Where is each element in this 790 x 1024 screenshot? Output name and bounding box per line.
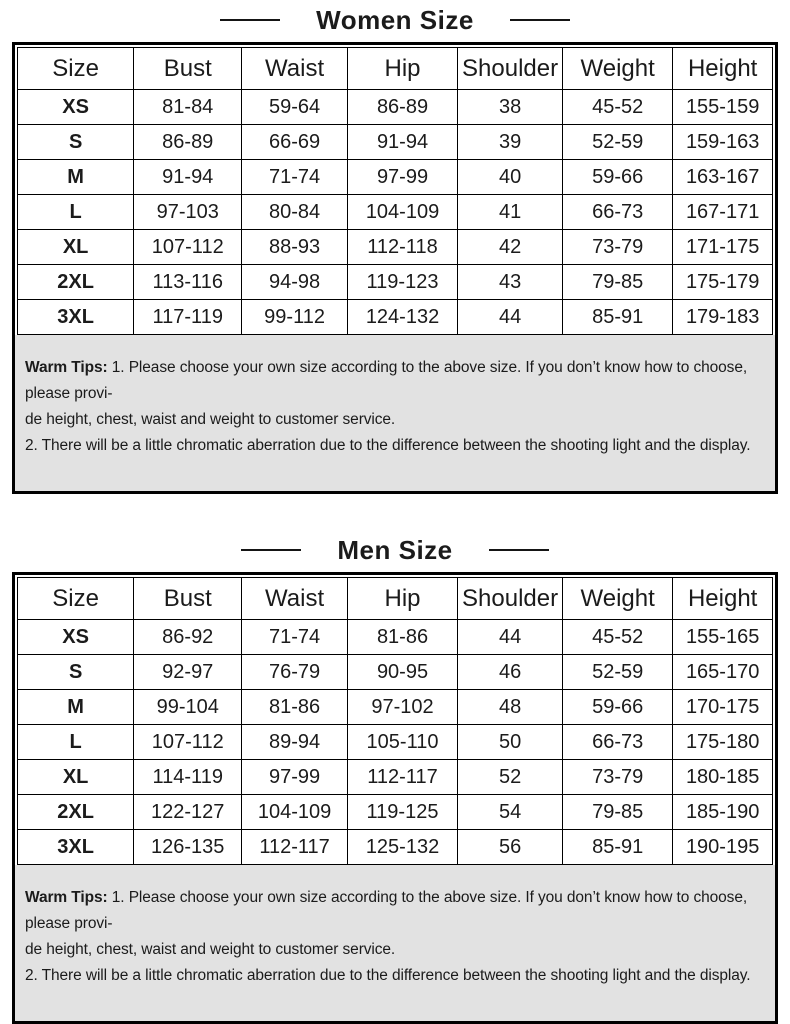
size-value-cell: 86-92 bbox=[134, 620, 242, 655]
size-value-cell: 113-116 bbox=[134, 265, 242, 300]
warm-tips-line-1 bbox=[25, 885, 761, 937]
size-value-cell: 159-163 bbox=[673, 125, 773, 160]
size-value-cell: 66-73 bbox=[563, 725, 673, 760]
table-row bbox=[18, 90, 773, 125]
table-row bbox=[18, 230, 773, 265]
column-header-bust: Bust bbox=[134, 48, 242, 90]
size-value-cell: 163-167 bbox=[673, 160, 773, 195]
size-value-cell: 97-103 bbox=[134, 195, 242, 230]
size-value-cell: 119-125 bbox=[347, 795, 457, 830]
size-value-cell: 40 bbox=[458, 160, 563, 195]
column-header-waist: Waist bbox=[242, 578, 348, 620]
size-value-cell: 97-99 bbox=[242, 760, 348, 795]
size-value-cell: 175-179 bbox=[673, 265, 773, 300]
table-row bbox=[18, 125, 773, 160]
table-row bbox=[18, 795, 773, 830]
size-value-cell: 66-73 bbox=[563, 195, 673, 230]
size-value-cell: 52-59 bbox=[563, 655, 673, 690]
column-header-shoulder: Shoulder bbox=[458, 578, 563, 620]
size-label-cell: 2XL bbox=[18, 795, 134, 830]
size-value-cell: 155-165 bbox=[673, 620, 773, 655]
size-value-cell: 44 bbox=[458, 620, 563, 655]
size-label-cell: L bbox=[18, 725, 134, 760]
title-rule-left bbox=[220, 19, 280, 21]
size-label-cell: M bbox=[18, 690, 134, 725]
warm-tips-line-2: de height, chest, waist and weight to customer service. bbox=[25, 411, 396, 428]
size-value-cell: 43 bbox=[458, 265, 563, 300]
size-value-cell: 85-91 bbox=[563, 300, 673, 335]
warm-tips-text: 1. Please choose your own size according to the above size. If you don’t know how to choose, please provi- bbox=[25, 889, 748, 932]
size-label-cell: L bbox=[18, 195, 134, 230]
table-row bbox=[18, 300, 773, 335]
men-size-box bbox=[12, 572, 778, 1024]
size-value-cell: 59-64 bbox=[242, 90, 348, 125]
table-row bbox=[18, 265, 773, 300]
warm-tips-text: 1. Please choose your own size according to the above size. If you don’t know how to choose, please provi- bbox=[25, 359, 748, 402]
size-label-cell: 3XL bbox=[18, 300, 134, 335]
size-value-cell: 99-104 bbox=[134, 690, 242, 725]
size-value-cell: 86-89 bbox=[347, 90, 457, 125]
size-value-cell: 179-183 bbox=[673, 300, 773, 335]
size-label-cell: S bbox=[18, 125, 134, 160]
size-value-cell: 44 bbox=[458, 300, 563, 335]
size-value-cell: 155-159 bbox=[673, 90, 773, 125]
size-value-cell: 99-112 bbox=[242, 300, 348, 335]
size-value-cell: 185-190 bbox=[673, 795, 773, 830]
men-size-table bbox=[17, 577, 773, 865]
size-value-cell: 59-66 bbox=[563, 160, 673, 195]
title-rule-left bbox=[241, 549, 301, 551]
women-size-section bbox=[0, 2, 790, 494]
size-value-cell: 86-89 bbox=[134, 125, 242, 160]
size-value-cell: 46 bbox=[458, 655, 563, 690]
size-label-cell: M bbox=[18, 160, 134, 195]
men-size-title-row bbox=[0, 532, 790, 568]
size-value-cell: 52 bbox=[458, 760, 563, 795]
warm-tips bbox=[15, 335, 775, 491]
size-value-cell: 114-119 bbox=[134, 760, 242, 795]
size-value-cell: 97-99 bbox=[347, 160, 457, 195]
women-size-title-row bbox=[0, 2, 790, 38]
warm-tips-line-3: 2. There will be a little chromatic aberration due to the difference between the shooting light and the display. bbox=[25, 437, 751, 454]
size-value-cell: 91-94 bbox=[134, 160, 242, 195]
size-value-cell: 117-119 bbox=[134, 300, 242, 335]
size-value-cell: 190-195 bbox=[673, 830, 773, 865]
women-size-title: Women Size bbox=[316, 4, 474, 35]
men-size-section bbox=[0, 532, 790, 1024]
table-row bbox=[18, 830, 773, 865]
size-value-cell: 45-52 bbox=[563, 90, 673, 125]
size-value-cell: 38 bbox=[458, 90, 563, 125]
size-value-cell: 119-123 bbox=[347, 265, 457, 300]
size-label-cell: 2XL bbox=[18, 265, 134, 300]
size-value-cell: 71-74 bbox=[242, 620, 348, 655]
size-value-cell: 105-110 bbox=[347, 725, 457, 760]
size-label-cell: XS bbox=[18, 620, 134, 655]
size-value-cell: 66-69 bbox=[242, 125, 348, 160]
column-header-bust: Bust bbox=[134, 578, 242, 620]
size-value-cell: 91-94 bbox=[347, 125, 457, 160]
column-header-shoulder: Shoulder bbox=[458, 48, 563, 90]
size-value-cell: 90-95 bbox=[347, 655, 457, 690]
size-value-cell: 41 bbox=[458, 195, 563, 230]
title-rule-right bbox=[510, 19, 570, 21]
table-row bbox=[18, 195, 773, 230]
size-value-cell: 171-175 bbox=[673, 230, 773, 265]
size-value-cell: 71-74 bbox=[242, 160, 348, 195]
column-header-size: Size bbox=[18, 48, 134, 90]
table-row bbox=[18, 760, 773, 795]
table-row bbox=[18, 690, 773, 725]
size-value-cell: 56 bbox=[458, 830, 563, 865]
size-value-cell: 124-132 bbox=[347, 300, 457, 335]
size-value-cell: 107-112 bbox=[134, 725, 242, 760]
size-value-cell: 112-117 bbox=[347, 760, 457, 795]
table-header-row bbox=[18, 48, 773, 90]
size-label-cell: XL bbox=[18, 760, 134, 795]
size-value-cell: 180-185 bbox=[673, 760, 773, 795]
size-value-cell: 122-127 bbox=[134, 795, 242, 830]
size-value-cell: 89-94 bbox=[242, 725, 348, 760]
women-size-box bbox=[12, 42, 778, 494]
size-value-cell: 50 bbox=[458, 725, 563, 760]
size-value-cell: 92-97 bbox=[134, 655, 242, 690]
size-value-cell: 112-118 bbox=[347, 230, 457, 265]
size-value-cell: 79-85 bbox=[563, 795, 673, 830]
size-value-cell: 45-52 bbox=[563, 620, 673, 655]
size-value-cell: 97-102 bbox=[347, 690, 457, 725]
size-value-cell: 73-79 bbox=[563, 230, 673, 265]
size-value-cell: 104-109 bbox=[347, 195, 457, 230]
size-value-cell: 107-112 bbox=[134, 230, 242, 265]
women-size-table bbox=[17, 47, 773, 335]
table-row bbox=[18, 725, 773, 760]
column-header-height: Height bbox=[673, 578, 773, 620]
size-value-cell: 104-109 bbox=[242, 795, 348, 830]
table-header-row bbox=[18, 578, 773, 620]
size-value-cell: 48 bbox=[458, 690, 563, 725]
warm-tips-line-1 bbox=[25, 355, 761, 407]
size-value-cell: 73-79 bbox=[563, 760, 673, 795]
size-value-cell: 175-180 bbox=[673, 725, 773, 760]
size-value-cell: 79-85 bbox=[563, 265, 673, 300]
size-value-cell: 125-132 bbox=[347, 830, 457, 865]
column-header-weight: Weight bbox=[563, 578, 673, 620]
column-header-size: Size bbox=[18, 578, 134, 620]
table-row bbox=[18, 160, 773, 195]
size-value-cell: 94-98 bbox=[242, 265, 348, 300]
size-value-cell: 54 bbox=[458, 795, 563, 830]
size-value-cell: 59-66 bbox=[563, 690, 673, 725]
men-size-title: Men Size bbox=[337, 534, 453, 565]
size-value-cell: 85-91 bbox=[563, 830, 673, 865]
warm-tips-line-2: de height, chest, waist and weight to customer service. bbox=[25, 941, 396, 958]
size-value-cell: 167-171 bbox=[673, 195, 773, 230]
column-header-height: Height bbox=[673, 48, 773, 90]
size-value-cell: 39 bbox=[458, 125, 563, 160]
size-label-cell: S bbox=[18, 655, 134, 690]
size-label-cell: XL bbox=[18, 230, 134, 265]
table-row bbox=[18, 655, 773, 690]
size-value-cell: 81-86 bbox=[242, 690, 348, 725]
warm-tips bbox=[15, 865, 775, 1021]
size-value-cell: 52-59 bbox=[563, 125, 673, 160]
size-value-cell: 170-175 bbox=[673, 690, 773, 725]
size-value-cell: 88-93 bbox=[242, 230, 348, 265]
size-label-cell: XS bbox=[18, 90, 134, 125]
size-value-cell: 126-135 bbox=[134, 830, 242, 865]
size-value-cell: 42 bbox=[458, 230, 563, 265]
table-row bbox=[18, 620, 773, 655]
column-header-hip: Hip bbox=[347, 578, 457, 620]
column-header-waist: Waist bbox=[242, 48, 348, 90]
title-rule-right bbox=[489, 549, 549, 551]
size-value-cell: 80-84 bbox=[242, 195, 348, 230]
size-value-cell: 112-117 bbox=[242, 830, 348, 865]
size-value-cell: 81-84 bbox=[134, 90, 242, 125]
size-value-cell: 76-79 bbox=[242, 655, 348, 690]
warm-tips-label: Warm Tips: bbox=[25, 359, 108, 376]
warm-tips-label: Warm Tips: bbox=[25, 889, 108, 906]
column-header-hip: Hip bbox=[347, 48, 457, 90]
size-value-cell: 165-170 bbox=[673, 655, 773, 690]
column-header-weight: Weight bbox=[563, 48, 673, 90]
size-label-cell: 3XL bbox=[18, 830, 134, 865]
size-value-cell: 81-86 bbox=[347, 620, 457, 655]
warm-tips-line-3: 2. There will be a little chromatic aberration due to the difference between the shooting light and the display. bbox=[25, 967, 751, 984]
